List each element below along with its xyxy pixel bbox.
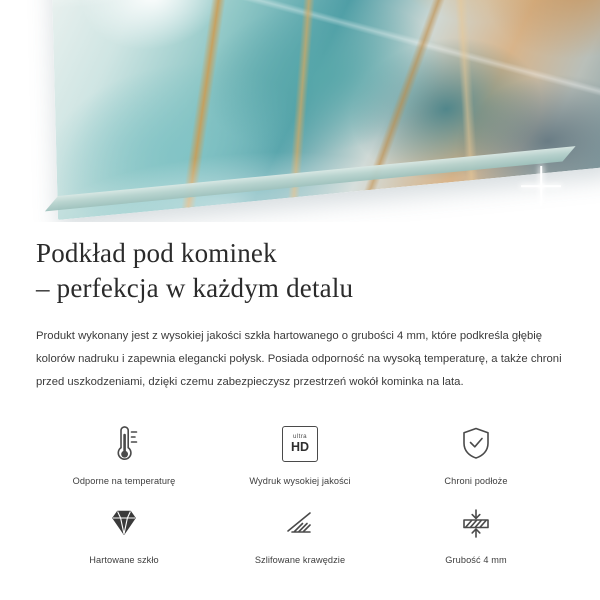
- feature-item-thickness: [388, 500, 564, 565]
- feature-grid: [36, 421, 564, 565]
- hero-image: [0, 0, 600, 222]
- headline-line-2: – perfekcja w każdym detalu: [36, 272, 354, 303]
- feature-item-polished-edges: [212, 500, 388, 565]
- description-paragraph: Produkt wykonany jest z wysokiej jakości szkła hartowanego o grubości 4 mm, które podkreśla głębię kolorów nadruku i zapewnia elegancki połysk. Posiada odporność na wysoką temperaturę, a także chroni przed uszkodzeniami, dzięki czemu zabezpieczysz przestrzeń wokół kominka na lata.: [36, 330, 562, 389]
- feature-label: Szlifowane krawędzie: [254, 554, 346, 565]
- page-title: [36, 236, 564, 305]
- feature-label: Wydruk wysokiej jakości: [249, 475, 351, 486]
- feature-item-surface-protection: [388, 421, 564, 486]
- glass-panel-artwork: [51, 0, 600, 220]
- ultra-hd-ultra-text: ultra: [292, 432, 308, 440]
- thermometer-icon: [104, 421, 144, 467]
- feature-label: Chroni podłoże: [444, 475, 508, 486]
- ultra-hd-hd-text: HD: [290, 439, 310, 454]
- ultra-hd-icon: [282, 421, 318, 467]
- diamond-icon: [104, 500, 144, 546]
- feature-item-tempered-glass: [36, 500, 212, 565]
- ultra-hd-badge: [282, 426, 318, 462]
- shield-check-icon: [456, 421, 496, 467]
- feature-item-temperature: [36, 421, 212, 486]
- feature-label: Grubość 4 mm: [445, 554, 507, 565]
- feature-label: Odporne na temperaturę: [72, 475, 176, 486]
- polished-edge-icon: [278, 500, 322, 546]
- artwork-highlight-overlay: [51, 0, 600, 220]
- headline-line-1: Podkład pod kominek: [36, 238, 277, 268]
- feature-item-print-quality: [212, 421, 388, 486]
- content-area: [0, 236, 600, 565]
- feature-label: Hartowane szkło: [89, 554, 159, 565]
- sparkle-core: [537, 182, 546, 191]
- thickness-icon: [454, 500, 498, 546]
